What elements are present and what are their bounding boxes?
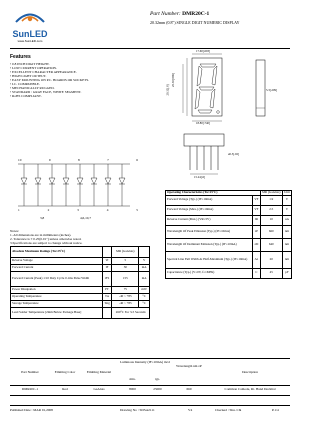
cell: 260°C For 3-5 Seconds xyxy=(112,308,150,319)
footer xyxy=(10,408,290,414)
cell: Spectral Line Full Width At Half-Maximum (Typ.) (IF=10mA) xyxy=(166,251,253,268)
dim-pitch: 15.24[.6] xyxy=(194,175,205,179)
pin-number: 8 xyxy=(77,158,80,162)
cell: V xyxy=(282,195,291,205)
table-row xyxy=(11,308,150,319)
cell: GaAlAs xyxy=(93,387,105,391)
diode-symbol xyxy=(119,164,125,206)
cell: Reverse Current (Max.) (VR=5V) xyxy=(166,215,253,225)
cell: IF xyxy=(102,265,112,272)
diode-symbol xyxy=(77,164,83,206)
note-line: 3.Specifications are subject to change without notice. xyxy=(10,241,83,245)
cell: IR xyxy=(253,215,260,225)
cell: °C xyxy=(139,294,150,301)
pin-number: 1 xyxy=(18,208,20,212)
cell xyxy=(102,308,112,319)
feature-item: • MECHANICALLY RUGGED. xyxy=(10,86,55,90)
feature-item: • EXCELLENT CHARACTER APPEARANCE. xyxy=(10,70,77,74)
table-row xyxy=(166,268,292,278)
top-pin-row xyxy=(18,158,138,162)
footer-rule xyxy=(10,405,290,406)
diode-symbol xyxy=(35,164,41,206)
cell: Wavelength Of Dominant Emission (Typ.) (IF=10mA) xyxy=(166,238,253,251)
cell: mW xyxy=(139,287,150,294)
table-row xyxy=(11,265,150,272)
table-row xyxy=(166,205,292,215)
version: V4 xyxy=(188,408,193,412)
cell: V xyxy=(282,205,291,215)
dp-pins: 4,6,10,7 xyxy=(80,216,92,220)
part-number-label: Part Number: xyxy=(150,11,181,17)
abs-title: Absolute Maximum Ratings (Ta=25°C) xyxy=(11,247,103,258)
sun-logo-icon xyxy=(10,9,50,25)
abs-unit-header xyxy=(139,247,150,258)
dim-top: 17.60[.693] xyxy=(196,49,210,53)
logo-text: SunLED xyxy=(12,29,48,39)
cell: PT xyxy=(102,287,112,294)
circuit-diagram xyxy=(10,158,140,228)
feature-item: • HIGH LIGHT OUTPUT. xyxy=(10,74,47,78)
part-table-mid-rule xyxy=(10,385,290,386)
table-row xyxy=(11,258,150,265)
cell: 660 xyxy=(260,225,282,238)
cell: mA xyxy=(139,272,150,287)
table-row xyxy=(11,287,150,294)
cell: λP xyxy=(253,225,260,238)
cell: °C xyxy=(139,301,150,308)
table-row xyxy=(166,238,292,251)
feature-item: • I.C. COMPATIBLE. xyxy=(10,82,40,86)
common-pins: 3,8 xyxy=(40,216,45,220)
col-min: min. xyxy=(129,377,136,381)
table-row xyxy=(166,215,292,225)
pin-number: 10 xyxy=(18,158,22,162)
cell: mA xyxy=(139,265,150,272)
absolute-max-ratings-table xyxy=(10,246,150,319)
published-date: Published Date : MAR 01,2008 xyxy=(10,408,53,412)
cell: pF xyxy=(282,268,291,278)
cell: nm xyxy=(282,238,291,251)
cell: Vr xyxy=(102,258,112,265)
sunled-logo xyxy=(10,9,50,43)
col-typ: typ. xyxy=(154,377,161,381)
cell: nm xyxy=(282,251,291,268)
table-row xyxy=(11,301,150,308)
col-emitting-color: Emitting Color xyxy=(54,370,76,374)
feature-item: • RoHS COMPLIANT. xyxy=(10,94,42,98)
col-wavelength: Wavelength nm λP xyxy=(176,364,202,368)
checked-by: Checked : Shu. Chi xyxy=(215,408,242,412)
drawing-number: Drawing No : SDSA2111 xyxy=(120,408,155,412)
pin-number: 4 xyxy=(106,208,109,212)
pin-number: 6 xyxy=(136,158,138,162)
cell: -40 ~ +85 xyxy=(112,301,139,308)
cell: DMR20C-1 xyxy=(21,387,39,391)
op-title: Operating Characteristics (Ta=25°C) xyxy=(166,191,261,196)
cell: iFS xyxy=(102,272,112,287)
feature-item: • LOW CURRENT OPERATION. xyxy=(10,66,57,70)
bottom-pin-row xyxy=(18,208,138,212)
cell: VF xyxy=(253,195,260,205)
cell: 45 xyxy=(260,268,282,278)
cell: 75 xyxy=(112,287,139,294)
operating-characteristics-table xyxy=(165,190,292,279)
part-table-header xyxy=(10,360,290,384)
dim-side-a: 25.30[.996] xyxy=(171,73,175,87)
cell: Reverse Voltage xyxy=(11,258,103,265)
cell: Forward Current (Peak) 1/10 Duty Cycle 0.1ms Pulse Width xyxy=(11,272,103,287)
diode-symbol xyxy=(91,164,97,206)
feature-item: • EASY MOUNTING ON P.C. BOARDS OR SOCKETS. xyxy=(10,78,90,82)
table-header-row xyxy=(11,247,150,258)
header-divider xyxy=(10,48,290,49)
cell: Forward Voltage (Typ.) (IF=10mA) xyxy=(166,195,253,205)
cell: Capacitance (Typ.) (V=0V, f=1MHz) xyxy=(166,268,253,278)
diode-symbol xyxy=(21,164,27,206)
part-number: DMR20C-1 xyxy=(182,11,210,17)
cell: Red xyxy=(62,387,68,391)
cell: uA xyxy=(282,215,291,225)
subtitle: 20.32mm (0.8") SINGLE DIGIT NUMERIC DISPLAY xyxy=(150,20,240,25)
diode-symbol xyxy=(63,164,69,206)
cell: Wavelength Of Peak Emission (Typ.) (IF=10mA) xyxy=(166,225,253,238)
cell: Δλ xyxy=(253,251,260,268)
notes-section xyxy=(10,229,160,245)
logo-url: www.SunLED.com xyxy=(17,39,43,43)
cell: 25000 xyxy=(153,387,162,391)
abs-part-header: MR (GaAlAs) xyxy=(112,247,139,258)
cell: 2.5 xyxy=(260,205,282,215)
cell: Forward Voltage (Max.) (IF=10mA) xyxy=(166,205,253,215)
table-row xyxy=(166,251,292,268)
feature-item: • STANDARD : GRAY FACE, WHITE SEGMENT. xyxy=(10,90,82,94)
part-number-heading xyxy=(150,11,209,17)
part-table-bottom-rule xyxy=(10,395,290,396)
table-row xyxy=(166,195,292,205)
cell: nm xyxy=(282,225,291,238)
cell: 640 xyxy=(260,238,282,251)
cell: Forward Current xyxy=(11,265,103,272)
cell: 30 xyxy=(112,265,139,272)
feature-item: • 0.8 INCH DIGIT HEIGHT. xyxy=(10,62,50,66)
features-section xyxy=(10,54,130,98)
note-line: 2. Tolerance is ± 0.25(0.01") unless otherwise noted. xyxy=(10,237,82,241)
diode-symbol xyxy=(49,164,55,206)
pin-number: 9 xyxy=(48,158,51,162)
table-row xyxy=(11,294,150,301)
pin-number: 5 xyxy=(136,208,138,212)
part-table-top-rule xyxy=(10,358,290,359)
dim-side-b: 20.32[.8] xyxy=(165,84,170,96)
cell: V xyxy=(139,258,150,265)
cell: 10 xyxy=(260,215,282,225)
dim-pin: ø0.5[.02] xyxy=(228,152,239,156)
cell: 1.9 xyxy=(260,195,282,205)
cell: VF xyxy=(253,205,260,215)
cell: 660 xyxy=(186,387,192,391)
display-outline-icon xyxy=(180,50,240,125)
front-view-drawing xyxy=(165,49,240,125)
op-unit-header: Unit xyxy=(284,190,290,194)
cell: Tstg xyxy=(102,301,112,308)
cell: 20 xyxy=(260,251,282,268)
cell: -40 ~ +85 xyxy=(112,294,139,301)
side-view-drawing xyxy=(250,58,280,120)
cell: 5 xyxy=(112,258,139,265)
col-luminous-intensity: Luminous Intensity (IF=10mA) mcd xyxy=(120,360,170,364)
pin-number: 3 xyxy=(77,208,79,212)
abs-sym-header xyxy=(102,247,112,258)
cell: C xyxy=(253,268,260,278)
diode-symbol xyxy=(105,164,111,206)
cell: λD xyxy=(253,238,260,251)
col-description: Description xyxy=(242,370,258,374)
col-part-number: Part Number xyxy=(21,370,39,374)
cell: 155 xyxy=(112,272,139,287)
cell: 8000 xyxy=(129,387,136,391)
cell: TA xyxy=(102,294,112,301)
features-title: Features xyxy=(10,54,31,60)
cell: Operating Temperature xyxy=(11,294,103,301)
page-number: P.1/4 xyxy=(272,408,279,412)
table-row xyxy=(11,272,150,287)
pin-view-drawing xyxy=(180,130,280,180)
note-line: Notes: xyxy=(10,229,19,233)
op-part-header: MR (GaAlAs) xyxy=(262,190,281,194)
cell: Common Cathode, Rt. Hand Decimal xyxy=(224,387,276,391)
table-row xyxy=(166,225,292,238)
pin-number: 7 xyxy=(107,158,109,162)
dim-bottom: 18.80[.740] xyxy=(196,121,210,125)
cell: Storage Temperature xyxy=(11,301,103,308)
col-emitting-material: Emitting Material xyxy=(86,370,112,374)
cell: Lead Solder Temperature [2mm Below Package Base] xyxy=(11,308,103,319)
table-row xyxy=(10,387,290,394)
cell: Power Dissipation xyxy=(11,287,103,294)
dim-right: 5.3[.209] xyxy=(266,88,277,92)
note-line: 1. All dimensions are in millimeters (inches). xyxy=(10,233,72,237)
pin-number: 2 xyxy=(47,208,50,212)
